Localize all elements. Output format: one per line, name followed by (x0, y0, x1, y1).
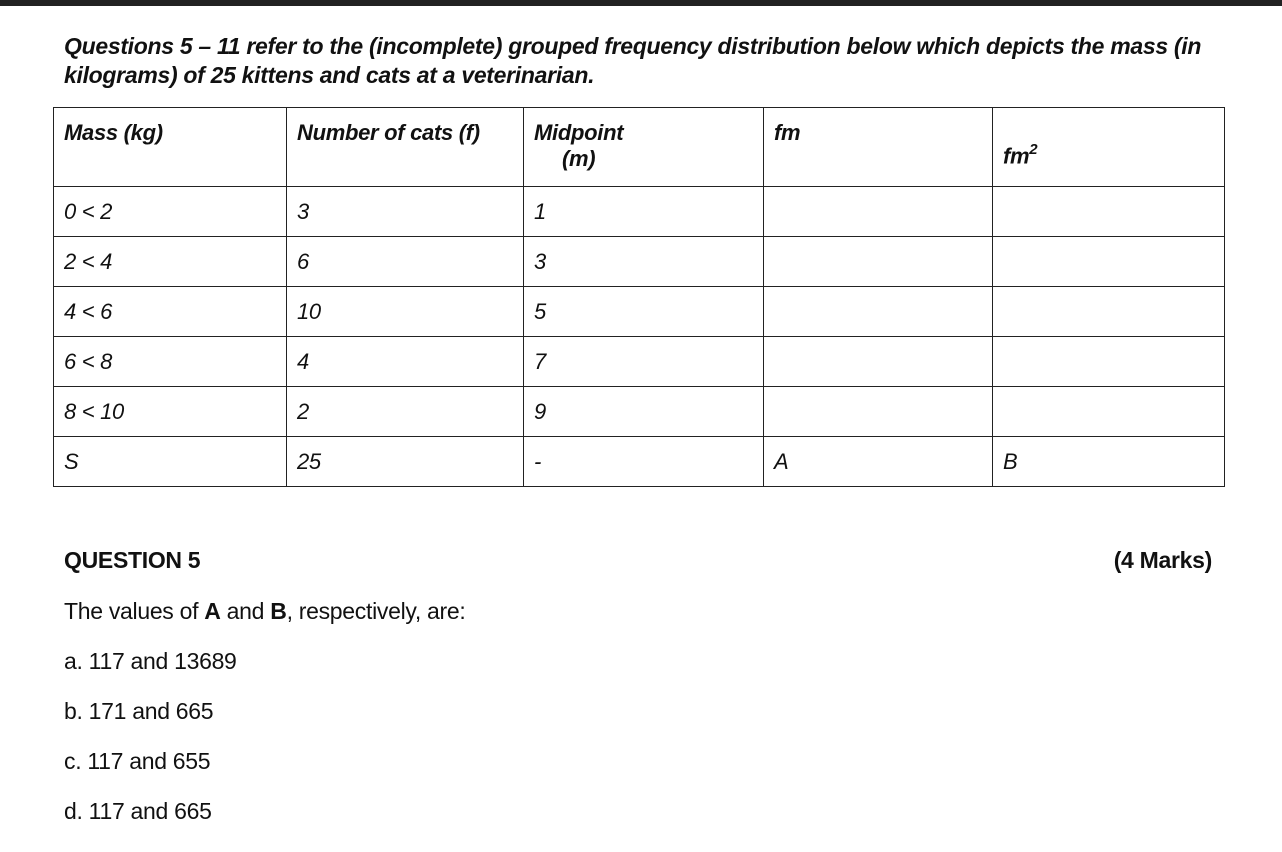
question-text-b: B (270, 598, 287, 624)
question-text-and: and (220, 598, 271, 624)
header-fm2 (993, 108, 1225, 187)
cell-frequency: 10 (287, 287, 524, 337)
header-fm2-exponent: 2 (1029, 141, 1038, 158)
cell-fm (764, 287, 993, 337)
question-text-suffix: , respectively, are: (286, 598, 466, 624)
table-total-row (54, 437, 1225, 487)
cell-total-label: S (54, 437, 287, 487)
cell-midpoint: 7 (524, 337, 764, 387)
header-midpoint (524, 108, 764, 187)
cell-total-fm2: B (993, 437, 1225, 487)
question-marks: (4 Marks) (1113, 547, 1212, 573)
answer-option-b[interactable]: b. 171 and 665 (64, 698, 214, 724)
table-row (54, 387, 1225, 437)
intro-paragraph: Questions 5 – 11 refer to the (incomplete) grouped frequency distribution below which depicts the mass (in kilograms) of 25 kittens and cats at a veterinarian. (64, 33, 1202, 88)
header-mass: Mass (kg) (54, 108, 287, 187)
cell-midpoint: 1 (524, 187, 764, 237)
frequency-table (53, 107, 1225, 487)
cell-mass: 0 < 2 (54, 187, 287, 237)
cell-mass: 8 < 10 (54, 387, 287, 437)
question-text-prefix: The values of (64, 598, 205, 624)
header-midpoint-label: Midpoint (534, 120, 624, 145)
header-number-of-cats: Number of cats (f) (287, 108, 524, 187)
cell-fm2 (993, 337, 1225, 387)
cell-fm (764, 237, 993, 287)
answer-option-d[interactable]: d. 117 and 665 (64, 798, 212, 824)
cell-mass: 2 < 4 (54, 237, 287, 287)
answer-option-a[interactable]: a. 117 and 13689 (64, 648, 237, 674)
document-page (0, 6, 1282, 852)
header-fm: fm (764, 108, 993, 187)
table-row (54, 287, 1225, 337)
table-row (54, 337, 1225, 387)
header-fm2-base: fm (1003, 143, 1030, 169)
cell-fm2 (993, 187, 1225, 237)
cell-mass: 6 < 8 (54, 337, 287, 387)
header-midpoint-symbol: (m) (562, 146, 596, 171)
cell-fm (764, 187, 993, 237)
question-text-a: A (204, 598, 221, 624)
cell-total-fm: A (764, 437, 993, 487)
cell-frequency: 3 (287, 187, 524, 237)
cell-frequency: 2 (287, 387, 524, 437)
table-header-row (54, 108, 1225, 187)
cell-total-frequency: 25 (287, 437, 524, 487)
answer-option-c[interactable]: c. 117 and 655 (64, 748, 211, 774)
question-title: QUESTION 5 (64, 547, 201, 573)
table-row (54, 237, 1225, 287)
cell-fm (764, 337, 993, 387)
cell-fm2 (993, 387, 1225, 437)
cell-frequency: 4 (287, 337, 524, 387)
cell-mass: 4 < 6 (54, 287, 287, 337)
cell-fm2 (993, 287, 1225, 337)
cell-midpoint: 9 (524, 387, 764, 437)
cell-fm2 (993, 237, 1225, 287)
cell-midpoint: 3 (524, 237, 764, 287)
table-row (54, 187, 1225, 237)
cell-fm (764, 387, 993, 437)
cell-total-midpoint: - (524, 437, 764, 487)
cell-frequency: 6 (287, 237, 524, 287)
question-text (64, 598, 465, 625)
cell-midpoint: 5 (524, 287, 764, 337)
